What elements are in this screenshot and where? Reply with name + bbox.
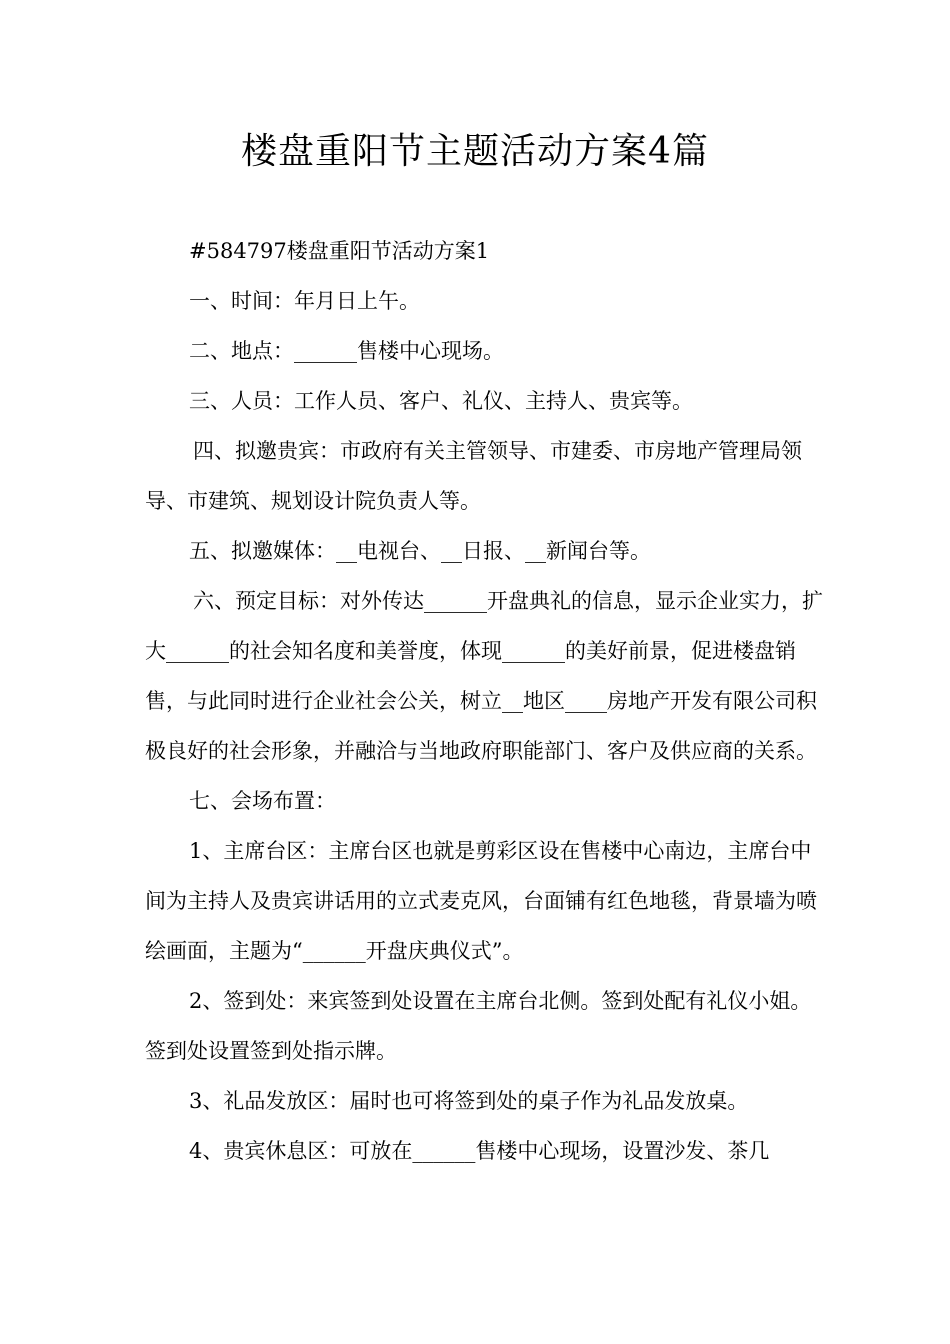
document-title: 楼盘重阳节主题活动方案4篇 xyxy=(241,131,709,172)
paragraph-media: 五、拟邀媒体：__电视台、__日报、__新闻台等。 xyxy=(189,539,651,563)
paragraph-personnel: 三、人员：工作人员、客户、礼仪、主持人、贵宾等。 xyxy=(189,389,693,413)
document-body xyxy=(145,226,825,1176)
paragraph-goals: 六、预定目标：对外传达______开盘典礼的信息，显示企业实力，扩大______的社会知名度和美誉度，体现______的美好前景，促进楼盘销售，与此同时进行企业社会公关，树立__地区____房地产开发有限公司积极良好的社会形象，并融洽与当地政府职能部门、客户及供应商的关系。 xyxy=(145,589,823,763)
paragraph-venue-heading: 七、会场布置： xyxy=(189,789,336,813)
paragraph-signin: 2、签到处：来宾签到处设置在主席台北侧。签到处配有礼仪小姐。签到处设置签到处指示牌。 xyxy=(145,989,812,1063)
paragraph-vip-lounge: 4、贵宾休息区：可放在______售楼中心现场，设置沙发、茶几 xyxy=(189,1139,770,1163)
paragraph-podium-area: 1、主席台区：主席台区也就是剪彩区设在售楼中心南边，主席台中间为主持人及贵宾讲话用的立式麦克风，台面铺有红色地毯，背景墙为喷绘画面，主题为“______开盘庆典仪式”。 xyxy=(145,839,817,963)
paragraph-guests: 四、拟邀贵宾：市政府有关主管领导、市建委、市房地产管理局领导、市建筑、规划设计院负责人等。 xyxy=(145,439,802,513)
paragraph-location: 二、地点：______售楼中心现场。 xyxy=(189,339,504,363)
section-heading: #584797楼盘重阳节活动方案1 xyxy=(189,239,490,263)
paragraph-time: 一、时间：年月日上午。 xyxy=(189,289,420,313)
paragraph-gift-area: 3、礼品发放区：届时也可将签到处的桌子作为礼品发放桌。 xyxy=(189,1089,749,1113)
